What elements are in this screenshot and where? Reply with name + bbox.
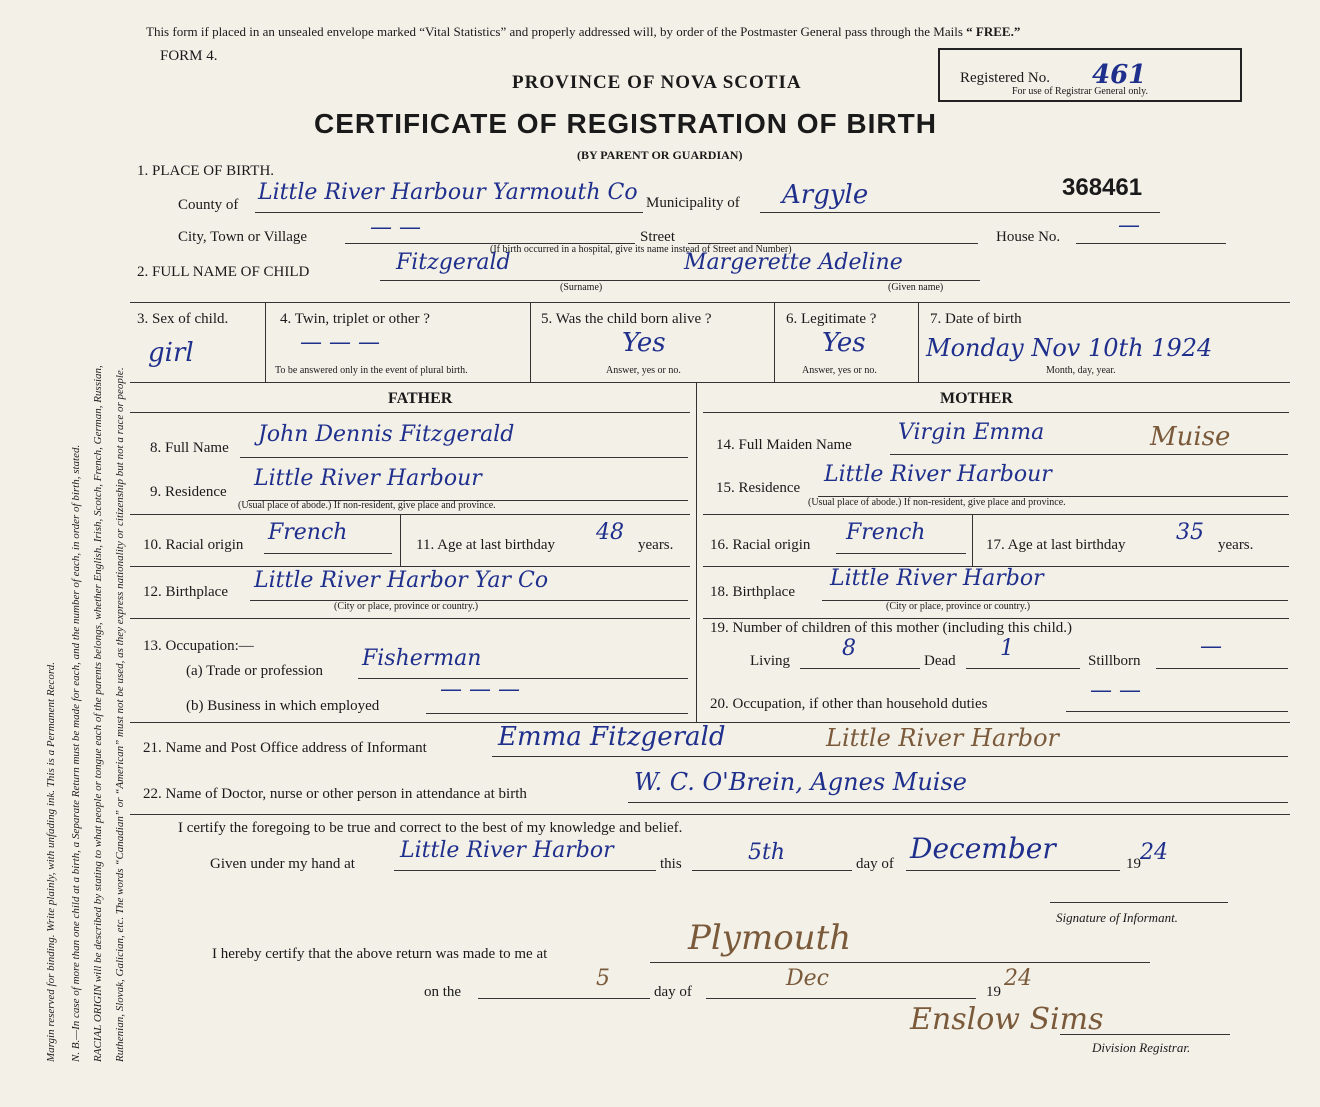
sex-value: girl xyxy=(148,338,194,368)
registrar-label: Division Registrar. xyxy=(1092,1040,1191,1055)
return-day-value: 5 xyxy=(596,966,610,991)
mother-residence-label: 15. Residence xyxy=(716,480,801,496)
mail-notice xyxy=(146,24,1020,40)
province-heading: PROVINCE OF NOVA SCOTIA xyxy=(512,72,802,93)
father-trade-value: Fisherman xyxy=(362,646,482,671)
child-name-label: 2. FULL NAME OF CHILD xyxy=(137,264,310,280)
mail-notice-text: This form if placed in an unsealed envelope marked “Vital Statistics” and properly addressed will, by order of the Postmaster General pass through the Mails xyxy=(146,24,963,39)
return-day-of-label: day of xyxy=(654,984,692,1000)
living-label: Living xyxy=(750,653,790,669)
mother-residence-note: (Usual place of abode.) If non-resident, give place and province. xyxy=(808,497,1066,508)
alive-value: Yes xyxy=(622,328,666,358)
mother-birthplace-note: (City or place, province or country.) xyxy=(886,601,1031,612)
return-month-value: Dec xyxy=(786,966,829,991)
registered-label: Registered No. xyxy=(960,70,1050,86)
county-label: County of xyxy=(178,197,239,213)
stillborn-label: Stillborn xyxy=(1088,653,1141,669)
father-name-value: John Dennis Fitzgerald xyxy=(258,422,515,447)
legitimate-note: Answer, yes or no. xyxy=(802,365,877,376)
informant-label: 21. Name and Post Office address of Informant xyxy=(143,740,427,756)
mother-birthplace-value: Little River Harbor xyxy=(830,566,1044,591)
father-race-value: French xyxy=(268,520,348,545)
municipality-label: Municipality of xyxy=(646,195,740,211)
return-year-value: 24 xyxy=(1004,966,1032,991)
registered-number: 461 xyxy=(1092,60,1147,90)
mother-heading: MOTHER xyxy=(940,390,1013,407)
place-of-birth-label: 1. PLACE OF BIRTH. xyxy=(137,163,275,179)
return-year-prefix: 19 xyxy=(986,984,1001,1000)
informant-name-value: Emma Fitzgerald xyxy=(498,722,726,752)
surname-caption: (Surname) xyxy=(560,282,603,293)
margin-note-4: Ruthenian, Slovak, Galician, etc. The words “Canadian” or “American” must not be used, as they express nationality or citizenship but not a race or people. xyxy=(114,367,126,1062)
house-value: — xyxy=(1118,213,1140,238)
children-count-label: 19. Number of children of this mother (including this child.) xyxy=(710,620,1073,636)
informant-address-value: Little River Harbor xyxy=(826,724,1060,752)
mother-residence-value: Little River Harbour xyxy=(824,462,1052,487)
street-label: Street xyxy=(640,229,675,245)
twin-value: — — — xyxy=(300,330,380,355)
mother-age-label: 17. Age at last birthday xyxy=(986,537,1126,553)
father-years-label: years. xyxy=(638,537,674,553)
given-year-prefix: 19 xyxy=(1126,856,1141,872)
mother-birthplace-label: 18. Birthplace xyxy=(710,584,795,600)
margin-note-1: Margin reserved for binding. Write plainly, with unfading ink. This is a Permanent Record. xyxy=(45,662,57,1062)
father-business-value: — — — xyxy=(440,677,520,702)
registration-box xyxy=(938,48,1242,102)
father-trade-label: (a) Trade or profession xyxy=(186,663,324,679)
dob-value: Monday Nov 10th 1924 xyxy=(926,334,1213,362)
mother-name-label: 14. Full Maiden Name xyxy=(716,437,852,453)
father-birthplace-note: (City or place, province or country.) xyxy=(334,601,479,612)
informant-signature-label: Signature of Informant. xyxy=(1056,910,1178,925)
father-business-label: (b) Business in which employed xyxy=(186,698,380,714)
child-surname-value: Fitzgerald xyxy=(396,250,511,275)
dead-value: 1 xyxy=(1000,636,1014,661)
form-number: FORM 4. xyxy=(160,48,218,64)
twin-label: 4. Twin, triplet or other ? xyxy=(280,311,430,327)
father-birthplace-value: Little River Harbor Yar Co xyxy=(254,568,549,593)
mother-name-value: Virgin Emma xyxy=(898,420,1045,445)
dead-label: Dead xyxy=(924,653,956,669)
hospital-note: (If birth occurred in a hospital, give its name instead of Street and Number) xyxy=(490,244,792,255)
legitimate-value: Yes xyxy=(822,328,866,358)
father-residence-note: (Usual place of abode.) If non-resident, give place and province. xyxy=(238,500,496,511)
on-the-label: on the xyxy=(424,984,462,1000)
serial-number: 368461 xyxy=(1062,174,1143,201)
city-value: — — xyxy=(370,215,421,240)
mother-years-label: years. xyxy=(1218,537,1254,553)
father-birthplace-label: 12. Birthplace xyxy=(143,584,228,600)
mother-occupation-value: — — xyxy=(1090,678,1141,703)
county-value: Little River Harbour Yarmouth Co xyxy=(258,180,638,205)
return-place-value: Plymouth xyxy=(688,918,852,958)
father-race-label: 10. Racial origin xyxy=(143,537,244,553)
stillborn-value: — xyxy=(1200,634,1222,659)
given-day-value: 5th xyxy=(748,840,786,865)
this-label: this xyxy=(660,856,682,872)
mail-free-text: “ FREE.” xyxy=(966,24,1021,39)
sex-label: 3. Sex of child. xyxy=(137,311,229,327)
dob-note: Month, day, year. xyxy=(1046,365,1116,376)
registrar-note: For use of Registrar General only. xyxy=(1012,86,1148,97)
mother-race-value: French xyxy=(846,520,926,545)
page-title: CERTIFICATE OF REGISTRATION OF BIRTH xyxy=(314,108,937,139)
father-residence-label: 9. Residence xyxy=(150,484,227,500)
legitimate-label: 6. Legitimate ? xyxy=(786,311,877,327)
certify-text: I certify the foregoing to be true and correct to the best of my knowledge and belief. xyxy=(178,820,683,836)
margin-note-3: RACIAL ORIGIN will be described by stating to what people or tongue each of the parents belongs, whether English, Irish, Scotch, French, German, Russian, xyxy=(92,365,104,1062)
city-label: City, Town or Village xyxy=(178,229,308,245)
municipality-value: Argyle xyxy=(782,180,869,210)
return-text: I hereby certify that the above return was made to me at xyxy=(212,946,548,962)
given-under-label: Given under my hand at xyxy=(210,856,355,872)
house-label: House No. xyxy=(996,229,1061,245)
father-age-label: 11. Age at last birthday xyxy=(416,537,555,553)
given-day-of-label: day of xyxy=(856,856,894,872)
given-year-value: 24 xyxy=(1140,840,1168,865)
father-residence-value: Little River Harbour xyxy=(254,466,482,491)
registrar-signature: Enslow Sims xyxy=(910,1002,1104,1037)
living-value: 8 xyxy=(842,636,856,661)
given-month-value: December xyxy=(910,832,1056,865)
given-caption: (Given name) xyxy=(888,282,944,293)
doctor-value: W. C. O'Brein, Agnes Muise xyxy=(634,768,967,796)
alive-label: 5. Was the child born alive ? xyxy=(541,311,712,327)
doctor-label: 22. Name of Doctor, nurse or other person in attendance at birth xyxy=(143,786,527,802)
mother-age-value: 35 xyxy=(1176,520,1204,545)
mother-surname-value: Muise xyxy=(1150,422,1231,452)
twin-note: To be answered only in the event of plural birth. xyxy=(275,365,468,376)
page-subtitle: (BY PARENT OR GUARDIAN) xyxy=(577,148,743,162)
margin-note-2: N. B.—In case of more than one child at a birth, a Separate Return must be made for each, and the number of each, in order of birth, stated. xyxy=(70,444,82,1062)
child-given-value: Margerette Adeline xyxy=(684,250,903,275)
father-occupation-label: 13. Occupation:— xyxy=(143,638,254,654)
father-name-label: 8. Full Name xyxy=(150,440,229,456)
father-age-value: 48 xyxy=(596,520,624,545)
given-place-value: Little River Harbor xyxy=(400,838,614,863)
mother-race-label: 16. Racial origin xyxy=(710,537,811,553)
dob-label: 7. Date of birth xyxy=(930,311,1022,327)
mother-occupation-label: 20. Occupation, if other than household duties xyxy=(710,696,988,712)
father-heading: FATHER xyxy=(388,390,453,407)
alive-note: Answer, yes or no. xyxy=(606,365,681,376)
